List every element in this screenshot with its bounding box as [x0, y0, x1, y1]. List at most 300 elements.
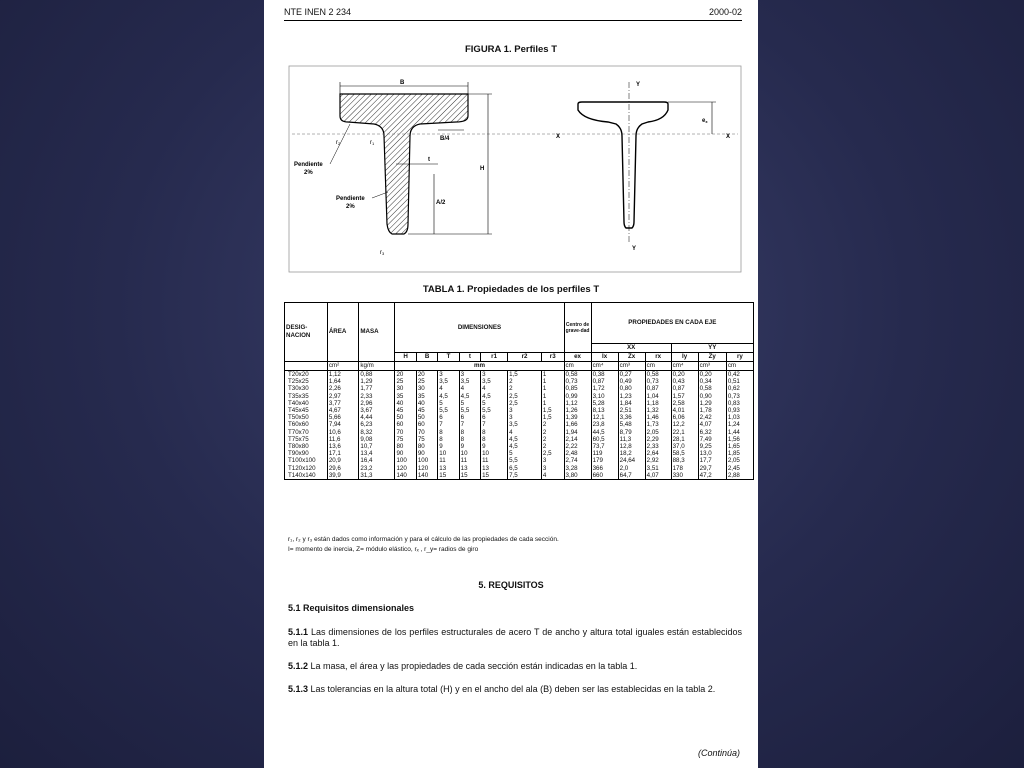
table-cell: 60	[416, 421, 437, 428]
label-ex: ex	[702, 118, 708, 124]
table-cell: 2,64	[645, 450, 671, 457]
table-cell: 3	[541, 465, 564, 472]
table-cell: 1,57	[671, 393, 698, 400]
label-pendiente-1: Pendiente	[294, 162, 323, 168]
table-cell: 13	[459, 465, 480, 472]
table-cell: 4,01	[671, 407, 698, 414]
table-cell: 3,5	[438, 378, 459, 385]
table-cell: 1,24	[726, 421, 753, 428]
table-body	[285, 371, 754, 480]
table-cell: 4,44	[359, 414, 395, 421]
table-cell: 20	[416, 371, 437, 379]
table-cell: 1,5	[541, 414, 564, 421]
table-cell: 0,73	[645, 378, 671, 385]
table-row	[285, 457, 754, 464]
table-cell: 3,36	[618, 414, 645, 421]
table-cell: 2	[541, 443, 564, 450]
table-cell: 9	[481, 443, 508, 450]
table-cell: 31,3	[359, 472, 395, 480]
table-cell: 10	[481, 450, 508, 457]
table-cell: 24,64	[618, 457, 645, 464]
table-cell: 1,46	[645, 414, 671, 421]
label-pendiente-1-pct: 2%	[304, 170, 313, 176]
table-row	[285, 371, 754, 379]
table-cell: 20	[395, 371, 416, 379]
table-cell: 5,5	[481, 407, 508, 414]
table-cell: 4	[481, 385, 508, 392]
table-cell: 1,04	[645, 393, 671, 400]
section-requisitos: 5. REQUISITOS	[478, 580, 544, 590]
col-masa: MASA	[359, 303, 395, 362]
table-cell: 2,05	[726, 457, 753, 464]
label-B4: B/4	[440, 136, 450, 142]
profiles-table	[284, 302, 754, 480]
table-cell: 2	[541, 421, 564, 428]
table-cell: 12,1	[591, 414, 618, 421]
table-cell: 6	[481, 414, 508, 421]
table-row	[285, 414, 754, 421]
table-row	[285, 429, 754, 436]
table-cell: 0,58	[698, 385, 726, 392]
table-cell: 0,99	[564, 393, 591, 400]
table-cell: 0,80	[618, 385, 645, 392]
col-xx: XX	[591, 344, 671, 353]
table-cell: 13,6	[327, 443, 359, 450]
table-cell: 2,33	[359, 393, 395, 400]
standard-code: NTE INEN 2 234	[284, 7, 352, 17]
table-cell: 2,22	[564, 443, 591, 450]
table-cell: 13	[481, 465, 508, 472]
table-cell: 35	[416, 393, 437, 400]
table-cell: 0,85	[564, 385, 591, 392]
profile-designation: T70x70	[285, 429, 328, 436]
table-cell: 1,78	[698, 407, 726, 414]
label-X-left: X	[556, 134, 561, 140]
table-cell: 9	[438, 443, 459, 450]
table-cell: 3,5	[459, 378, 480, 385]
table-cell: 8	[459, 436, 480, 443]
table-cell: 30	[395, 385, 416, 392]
table-cell: 9,25	[698, 443, 726, 450]
table-cell: 2,33	[645, 443, 671, 450]
label-r1: r1	[370, 140, 375, 146]
table-cell: 2,14	[564, 436, 591, 443]
table-cell: 0,20	[671, 371, 698, 379]
table-cell: 7	[481, 421, 508, 428]
table-cell: 5	[459, 400, 480, 407]
table-cell: 0,73	[564, 378, 591, 385]
label-H: H	[480, 166, 485, 172]
table-cell: 10,7	[359, 443, 395, 450]
table-cell: 2,58	[671, 400, 698, 407]
profile-designation: T50x50	[285, 414, 328, 421]
table-cell: 4	[508, 429, 542, 436]
table-cell: 1,44	[726, 429, 753, 436]
table-cell: 11	[438, 457, 459, 464]
table-cell: 40	[416, 400, 437, 407]
table-cell: 1	[541, 378, 564, 385]
col-designacion: DESIG-NACION	[285, 303, 328, 362]
table-cell: 3,51	[645, 465, 671, 472]
table-cell: 50	[416, 414, 437, 421]
table-cell: 2,5	[508, 400, 542, 407]
table-cell: 4	[459, 385, 480, 392]
table-cell: 64,7	[618, 472, 645, 480]
table-cell: 0,87	[671, 385, 698, 392]
table-cell: 5,48	[618, 421, 645, 428]
table-cell: 75	[395, 436, 416, 443]
table-cell: 1,03	[726, 414, 753, 421]
table-cell: 75	[416, 436, 437, 443]
table-cell: 6	[459, 414, 480, 421]
table-cell: 3,67	[359, 407, 395, 414]
table-cell: 8	[438, 429, 459, 436]
profile-designation: T140x140	[285, 472, 328, 480]
table-cell: 12,2	[671, 421, 698, 428]
table-cell: 4,07	[645, 472, 671, 480]
table-cell: 4	[438, 385, 459, 392]
profile-designation: T30x30	[285, 385, 328, 392]
label-t: t	[428, 157, 430, 163]
table-cell: 8	[459, 429, 480, 436]
table-cell: 5,28	[591, 400, 618, 407]
table-cell: 0,87	[645, 385, 671, 392]
table-cell: 5,66	[327, 414, 359, 421]
profile-designation: T25x25	[285, 378, 328, 385]
table-cell: 15	[438, 472, 459, 480]
profile-designation: T35x35	[285, 393, 328, 400]
table-cell: 3	[541, 457, 564, 464]
profile-designation: T20x20	[285, 371, 328, 379]
document-page	[264, 0, 758, 768]
profile-designation: T80x80	[285, 443, 328, 450]
table-cell: 179	[591, 457, 618, 464]
profile-designation: T120x120	[285, 465, 328, 472]
table-cell: 0,58	[564, 371, 591, 379]
table-cell: 58,5	[671, 450, 698, 457]
table-cell: 0,51	[726, 378, 753, 385]
table-cell: 119	[591, 450, 618, 457]
profile-designation: T45x45	[285, 407, 328, 414]
table-cell: 0,49	[618, 378, 645, 385]
table-cell: 12,8	[618, 443, 645, 450]
table-cell: 28,1	[671, 436, 698, 443]
table-row	[285, 421, 754, 428]
table-cell: 0,20	[698, 371, 726, 379]
table-cell: 47,2	[698, 472, 726, 480]
table-cell: 8,13	[591, 407, 618, 414]
table-cell: 1,5	[508, 371, 542, 379]
table-cell: 80	[416, 443, 437, 450]
table-cell: 15	[459, 472, 480, 480]
table-cell: 120	[416, 465, 437, 472]
paragraph-5-1-2: 5.1.2 La masa, el área y las propiedades de cada sección están indicadas en la tabla 1.	[288, 661, 638, 671]
table-cell: 50	[395, 414, 416, 421]
table-cell: 6,32	[698, 429, 726, 436]
table-cell: 3,10	[591, 393, 618, 400]
table-cell: 1,32	[645, 407, 671, 414]
label-pendiente-2: Pendiente	[336, 196, 365, 202]
units-row: cm² kg/m mm cm cm⁴ cm³ cm cm⁴ cm³ cm	[285, 362, 754, 371]
table-cell: 1,26	[564, 407, 591, 414]
col-dimensiones: DIMENSIONES	[395, 303, 564, 353]
table-cell: 1,85	[726, 450, 753, 457]
table-cell: 2,51	[618, 407, 645, 414]
profile-designation: T40x40	[285, 400, 328, 407]
table-cell: 3	[459, 371, 480, 379]
table-cell: 4,5	[481, 393, 508, 400]
table-cell: 1,23	[618, 393, 645, 400]
note-symbols: I= momento de inercia, Z= módulo elástico, rₓ , r_y= radios de giro	[288, 546, 479, 553]
table-cell: 1,73	[645, 421, 671, 428]
table-cell: 8	[481, 429, 508, 436]
table-row	[285, 465, 754, 472]
table-cell: 5,5	[459, 407, 480, 414]
col-centro-gravedad: Centro de grave-dad	[564, 303, 591, 353]
header-rule	[284, 20, 742, 21]
table-cell: 2,97	[327, 393, 359, 400]
table-cell: 1,56	[726, 436, 753, 443]
table-cell: 0,58	[645, 371, 671, 379]
table-cell: 0,83	[726, 400, 753, 407]
table-row	[285, 450, 754, 457]
table-cell: 4,67	[327, 407, 359, 414]
table-cell: 1,18	[645, 400, 671, 407]
label-Y-bottom: Y	[632, 246, 637, 252]
table-cell: 3	[481, 371, 508, 379]
label-B: B	[400, 80, 405, 86]
table-cell: 1,12	[564, 400, 591, 407]
table-cell: 1	[541, 371, 564, 379]
table-cell: 0,93	[726, 407, 753, 414]
col-yy: YY	[671, 344, 753, 353]
col-propiedades: PROPIEDADES EN CADA EJE	[591, 303, 753, 344]
table-cell: 6,23	[359, 421, 395, 428]
profile-designation: T100x100	[285, 457, 328, 464]
table-cell: 0,34	[698, 378, 726, 385]
table-cell: 1	[541, 393, 564, 400]
table-cell: 4,5	[508, 443, 542, 450]
table-cell: 2,92	[645, 457, 671, 464]
table-cell: 8,79	[618, 429, 645, 436]
table-cell: 2	[541, 436, 564, 443]
table-title: TABLA 1. Propiedades de los perfiles T	[422, 284, 600, 295]
table-cell: 8	[438, 436, 459, 443]
table-cell: 5,5	[508, 457, 542, 464]
paragraph-5-1-1: 5.1.1 Las dimensiones de los perfiles estructurales de acero T de ancho y altura total iguales están establecidos en la tabla 1.	[288, 627, 742, 648]
table-cell: 2,29	[645, 436, 671, 443]
table-cell: 17,1	[327, 450, 359, 457]
table-cell: 22,1	[671, 429, 698, 436]
table-cell: 1,39	[564, 414, 591, 421]
table-cell: 15	[481, 472, 508, 480]
table-cell: 10	[438, 450, 459, 457]
table-cell: 2,88	[726, 472, 753, 480]
table-cell: 7,49	[698, 436, 726, 443]
table-cell: 73,7	[591, 443, 618, 450]
table-cell: 11	[459, 457, 480, 464]
table-cell: 37,0	[671, 443, 698, 450]
table-cell: 5,5	[438, 407, 459, 414]
table-cell: 3,5	[481, 378, 508, 385]
table-cell: 17,7	[698, 457, 726, 464]
table-cell: 5	[508, 450, 542, 457]
table-cell: 4,07	[698, 421, 726, 428]
subsection-dimensionales: 5.1 Requisitos dimensionales	[288, 603, 415, 613]
table-cell: 3	[508, 407, 542, 414]
table-cell: 0,38	[591, 371, 618, 379]
table-cell: 18,2	[618, 450, 645, 457]
table-row	[285, 443, 754, 450]
table-cell: 178	[671, 465, 698, 472]
label-r3: r3	[380, 250, 385, 256]
table-cell: 0,73	[726, 393, 753, 400]
table-cell: 13,4	[359, 450, 395, 457]
table-cell: 1,29	[698, 400, 726, 407]
table-cell: 3,28	[564, 465, 591, 472]
standard-date: 2000-02	[708, 7, 742, 17]
table-cell: 100	[395, 457, 416, 464]
table-cell: 5	[481, 400, 508, 407]
table-cell: 44,5	[591, 429, 618, 436]
table-cell: 9,08	[359, 436, 395, 443]
label-Y-top: Y	[636, 82, 641, 88]
table-cell: 2,48	[564, 450, 591, 457]
table-cell: 90	[395, 450, 416, 457]
table-cell: 100	[416, 457, 437, 464]
label-A2: A/2	[436, 200, 446, 206]
table-cell: 70	[416, 429, 437, 436]
table-cell: 3,77	[327, 400, 359, 407]
table-cell: 2,0	[618, 465, 645, 472]
column-symbols-row: H B T t r1 r2 r3 ex Ix Zx rx Iy Zy ry	[285, 353, 754, 362]
profile-designation: T75x75	[285, 436, 328, 443]
table-cell: 7	[438, 421, 459, 428]
table-cell: 16,4	[359, 457, 395, 464]
table-cell: 1	[541, 385, 564, 392]
table-cell: 0,62	[726, 385, 753, 392]
table-cell: 660	[591, 472, 618, 480]
table-cell: 11,3	[618, 436, 645, 443]
table-cell: 1,5	[541, 407, 564, 414]
table-cell: 29,7	[698, 465, 726, 472]
table-cell: 5	[438, 400, 459, 407]
table-cell: 11,6	[327, 436, 359, 443]
table-cell: 1,72	[591, 385, 618, 392]
table-cell: 88,3	[671, 457, 698, 464]
table-cell: 2,05	[645, 429, 671, 436]
table-cell: 0,90	[698, 393, 726, 400]
t-section-outline	[578, 102, 668, 228]
table-cell: 13,0	[698, 450, 726, 457]
table-cell: 45	[395, 407, 416, 414]
table-cell: 2	[508, 385, 542, 392]
table-cell: 120	[395, 465, 416, 472]
table-cell: 13	[438, 465, 459, 472]
table-cell: 60	[395, 421, 416, 428]
table-cell: 25	[395, 378, 416, 385]
table-row	[285, 400, 754, 407]
table-row	[285, 393, 754, 400]
table-cell: 4,5	[459, 393, 480, 400]
table-cell: 6	[438, 414, 459, 421]
table-cell: 2,74	[564, 457, 591, 464]
table-cell: 80	[395, 443, 416, 450]
profile-designation: T90x90	[285, 450, 328, 457]
table-cell: 0,43	[671, 378, 698, 385]
table-cell: 23,8	[591, 421, 618, 428]
table-cell: 60,5	[591, 436, 618, 443]
table-cell: 10	[459, 450, 480, 457]
table-cell: 4,5	[508, 436, 542, 443]
table-cell: 6,06	[671, 414, 698, 421]
table-cell: 7,94	[327, 421, 359, 428]
table-cell: 3	[438, 371, 459, 379]
table-row	[285, 378, 754, 385]
label-X-right: X	[726, 134, 731, 140]
label-pendiente-2-pct: 2%	[346, 204, 355, 210]
table-cell: 23,2	[359, 465, 395, 472]
table-cell: 7,5	[508, 472, 542, 480]
table-cell: 1,64	[327, 378, 359, 385]
table-cell: 1,66	[564, 421, 591, 428]
table-cell: 0,27	[618, 371, 645, 379]
table-cell: 7	[459, 421, 480, 428]
table-cell: 2,5	[508, 393, 542, 400]
table-cell: 30	[416, 385, 437, 392]
table-cell: 9	[459, 443, 480, 450]
table-cell: 6,5	[508, 465, 542, 472]
table-cell: 330	[671, 472, 698, 480]
t-profile-figure	[288, 64, 742, 274]
table-cell: 2	[508, 378, 542, 385]
table-cell: 40	[395, 400, 416, 407]
profile-designation: T60x60	[285, 421, 328, 428]
col-area: ÁREA	[327, 303, 359, 362]
table-cell: 3	[508, 414, 542, 421]
table-cell: 2,42	[698, 414, 726, 421]
table-cell: 366	[591, 465, 618, 472]
table-cell: 3,5	[508, 421, 542, 428]
table-cell: 2,96	[359, 400, 395, 407]
table-cell: 8	[481, 436, 508, 443]
table-cell: 70	[395, 429, 416, 436]
table-cell: 1,84	[618, 400, 645, 407]
figure-title: FIGURA 1. Perfiles T	[464, 44, 558, 55]
table-cell: 1,65	[726, 443, 753, 450]
table-cell: 140	[416, 472, 437, 480]
table-cell: 2,26	[327, 385, 359, 392]
table-cell: 1	[541, 400, 564, 407]
table-cell: 29,6	[327, 465, 359, 472]
table-cell: 3,80	[564, 472, 591, 480]
table-cell: 2	[541, 429, 564, 436]
table-cell: 140	[395, 472, 416, 480]
paragraph-5-1-3: 5.1.3 Las tolerancias en la altura total (H) y en el ancho del ala (B) deben ser las establecidas en la tabla 2.	[288, 684, 716, 694]
table-cell: 1,12	[327, 371, 359, 379]
note-radii: r₁, r₂ y r₃ están dados como información y para el cálculo de las propiedades de cada sección.	[288, 536, 559, 543]
table-cell: 2,45	[726, 465, 753, 472]
table-cell: 0,42	[726, 371, 753, 379]
table-cell: 8,32	[359, 429, 395, 436]
table-cell: 90	[416, 450, 437, 457]
table-row	[285, 436, 754, 443]
table-cell: 1,29	[359, 378, 395, 385]
table-row	[285, 407, 754, 414]
continued-marker: (Continúa)	[697, 748, 740, 758]
table-row	[285, 472, 754, 480]
table-cell: 4	[541, 472, 564, 480]
